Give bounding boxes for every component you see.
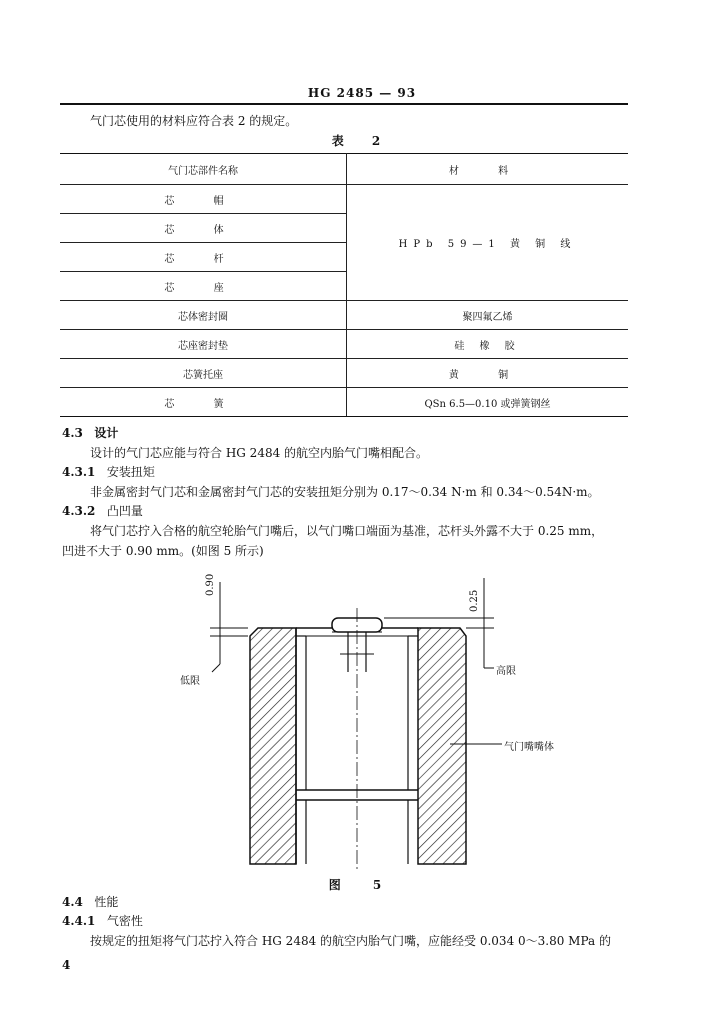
- table-row: [60, 185, 628, 214]
- material-cell: 硅 橡 胶: [347, 330, 629, 359]
- section-4-3-1-heading: [62, 463, 155, 480]
- section-number: 4.3: [62, 426, 83, 440]
- document-code: HG 2485 — 93: [307, 86, 417, 100]
- high-limit-label: 高限: [496, 666, 516, 677]
- col-header-part: 气门芯部件名称: [60, 154, 347, 185]
- materials-table: [60, 153, 628, 417]
- material-cell: QSn 6.5—0.10 或弹簧钢丝: [347, 388, 629, 417]
- section-4-4-1-text: 按规定的扭矩将气门芯拧入符合 HG 2484 的航空内胎气门嘴，应能经受 0.034 0～3.80 MPa 的: [90, 934, 611, 948]
- section-number: 4.4.1: [62, 914, 96, 928]
- dimension-right-value: 0.25: [469, 589, 480, 612]
- section-4-3-2-heading: [62, 502, 143, 519]
- section-4-3-1-text: 非金属密封气门芯和金属密封气门芯的安装扭矩分别为 0.17～0.34 N·m 和 0.34～0.54N·m。: [90, 485, 600, 499]
- section-number: 4.3.1: [62, 465, 96, 479]
- section-4-3-heading: [62, 424, 118, 441]
- header-rule: [60, 103, 628, 105]
- section-4-3-2-text-line1: 将气门芯拧入合格的航空轮胎气门嘴后，以气门嘴口端面为基准，芯杆头外露不大于 0.25 mm，: [90, 524, 604, 538]
- material-cell: 黄 铜: [347, 359, 629, 388]
- valve-body-label: 气门嘴嘴体: [504, 742, 554, 753]
- section-4-4-heading: [62, 893, 118, 910]
- part-cell: 芯 帽: [60, 185, 347, 214]
- part-cell: 芯 座: [60, 272, 347, 301]
- page-number: 4: [62, 958, 71, 972]
- section-number: 4.4: [62, 895, 83, 909]
- section-4-3-2-text-line2: 凹进不大于 0.90 mm。(如图 5 所示): [62, 544, 264, 558]
- dimension-left-value: 0.90: [205, 573, 216, 596]
- part-cell: 芯 体: [60, 214, 347, 243]
- table-row: [60, 359, 628, 388]
- table-header-row: [60, 154, 628, 185]
- material-cell-merged: HPb 59—1 黄 铜 线: [347, 185, 629, 301]
- part-cell: 芯体密封圈: [60, 301, 347, 330]
- section-4-4-1-heading: [62, 912, 143, 929]
- section-title: 气密性: [106, 914, 143, 928]
- table-row: [60, 330, 628, 359]
- part-cell: 芯簧托座: [60, 359, 347, 388]
- section-number: 4.3.2: [62, 504, 96, 518]
- part-cell: 芯座密封垫: [60, 330, 347, 359]
- right-wall-section: [418, 628, 466, 864]
- section-4-3-text: 设计的气门芯应能与符合 HG 2484 的航空内胎气门嘴相配合。: [90, 446, 429, 460]
- part-cell: 芯 杆: [60, 243, 347, 272]
- section-title: 安装扭矩: [106, 465, 155, 479]
- section-title: 凸凹量: [106, 504, 143, 518]
- section-title: 设计: [94, 426, 119, 440]
- figure-caption: 图 5: [328, 878, 396, 892]
- part-cell: 芯 簧: [60, 388, 347, 417]
- low-limit-label: 低限: [180, 676, 200, 687]
- material-cell: 聚四氟乙烯: [347, 301, 629, 330]
- intro-text: 气门芯使用的材料应符合表 2 的规定。: [90, 114, 298, 128]
- left-wall-section: [250, 628, 296, 864]
- figure-5-drawing: [170, 572, 590, 872]
- section-title: 性能: [94, 895, 119, 909]
- table-row: [60, 301, 628, 330]
- table-row: [60, 388, 628, 417]
- table-caption: 表 2: [331, 134, 393, 148]
- col-header-material: 材 料: [347, 154, 629, 185]
